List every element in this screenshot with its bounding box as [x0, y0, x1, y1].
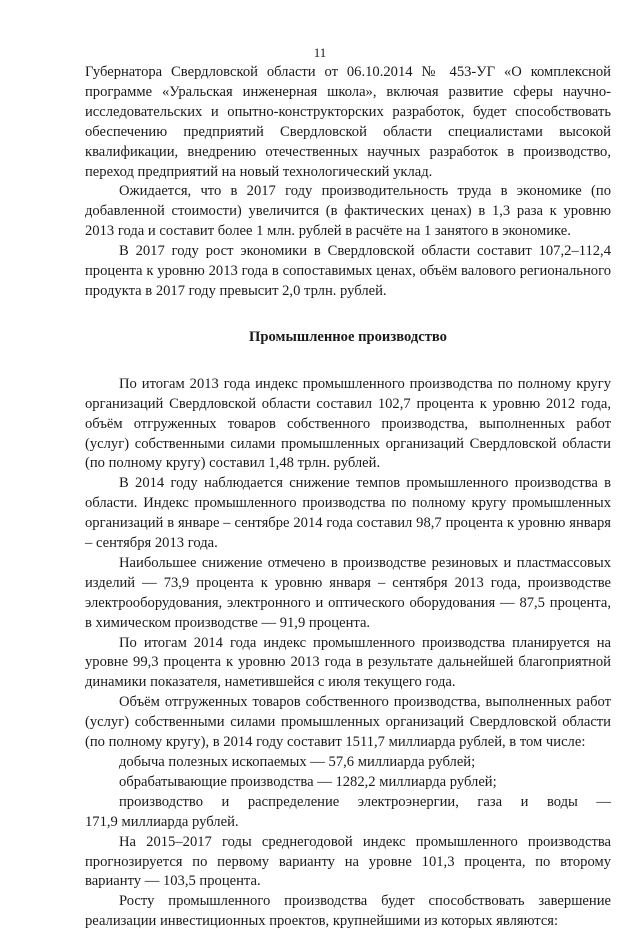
paragraph-economic-growth: В 2017 году рост экономики в Свердловской области составит 107,2–112,4 процента к уровню 2013 года в сопоставимых ценах, объём валового регионального продукта в 2017 году превысит 2,0 трлн. рублей.	[85, 243, 611, 299]
paragraph-shipped-goods-2014: Объём отгруженных товаров собственного производства, выполненных работ (услуг) собственными силами промышленных организаций Свердловской области (по полному кругу), в 2014 году составит 1511,7 миллиарда рублей, в том числе:	[85, 694, 611, 751]
list-item-continuation: 171,9 миллиарда рублей.	[85, 813, 239, 830]
paragraph-investment-projects: Росту промышленного производства будет способствовать завершение реализации инвестиционных проектов, крупнейшими из которых являются:	[85, 893, 611, 930]
paragraph-index-forecast-2014: По итогам 2014 года индекс промышленного производства планируется на уровне 99,3 процента к уровню 2013 года в результате дальнейшей благоприятной динамики показателя, наметившейся с июля текущего года.	[85, 634, 611, 691]
list-item: обрабатывающие производства — 1282,2 миллиарда рублей;	[119, 773, 497, 790]
document-body	[85, 63, 611, 932]
list-item: добыча полезных ископаемых — 57,6 миллиарда рублей;	[119, 754, 476, 770]
paragraph-largest-decline: Наибольшее снижение отмечено в производстве резиновых и пластмассовых изделий — 73,9 процента к уровню января – сентября 2013 года, производстве электрооборудования, электронного и оптического оборудования — 87,5 процента, в химическом производстве — 91,9 процента.	[85, 554, 611, 631]
paragraph-industrial-decline-2014: В 2014 году наблюдается снижение темпов промышленного производства в области. Индекс промышленного производства по полному кругу промышленных организаций в январе – сентябре 2014 года составил 98,7 процента к уровню января – сентября 2013 года.	[85, 475, 611, 552]
paragraph-forecast-2015-2017: На 2015–2017 годы среднегодовой индекс промышленного производства прогнозируется по первому варианту на уровне 101,3 процента, по второму варианту — 103,5 процента.	[85, 833, 611, 890]
page-number: 11	[313, 45, 327, 60]
paragraph-governor-decree: Губернатора Свердловской области от 06.10.2014 № 453-УГ «О комплексной программе «Уральская инженерная школа», включая развитие сферы научно-исследовательских и опытно-конструкторских разработок, будет способствовать обеспечению предприятий Свердловской области специалистами высокой квалификации, внедрению отечественных научных разработок в производство, переход предприятий на новый технологический уклад.	[85, 64, 611, 180]
paragraph-labor-productivity: Ожидается, что в 2017 году производительность труда в экономике (по добавленной стоимости) увеличится (в фактических ценах) в 1,3 раза к уровню 2013 года и составит более 1 млн. рублей в расчёте на 1 занятого в экономике.	[85, 183, 611, 240]
paragraph-industrial-index-2013: По итогам 2013 года индекс промышленного производства по полному кругу организаций Свердловской области составил 102,7 процента к уровню 2012 года, объём отгруженных товаров собственного производства, выполненных работ (услуг) собственными силами промышленных организаций Свердловской области (по полному кругу) составил 1,48 трлн. рублей.	[85, 375, 611, 472]
list-item: производство и распределение электроэнергии, газа и воды —	[119, 793, 611, 810]
section-heading: Промышленное производство	[249, 328, 447, 345]
